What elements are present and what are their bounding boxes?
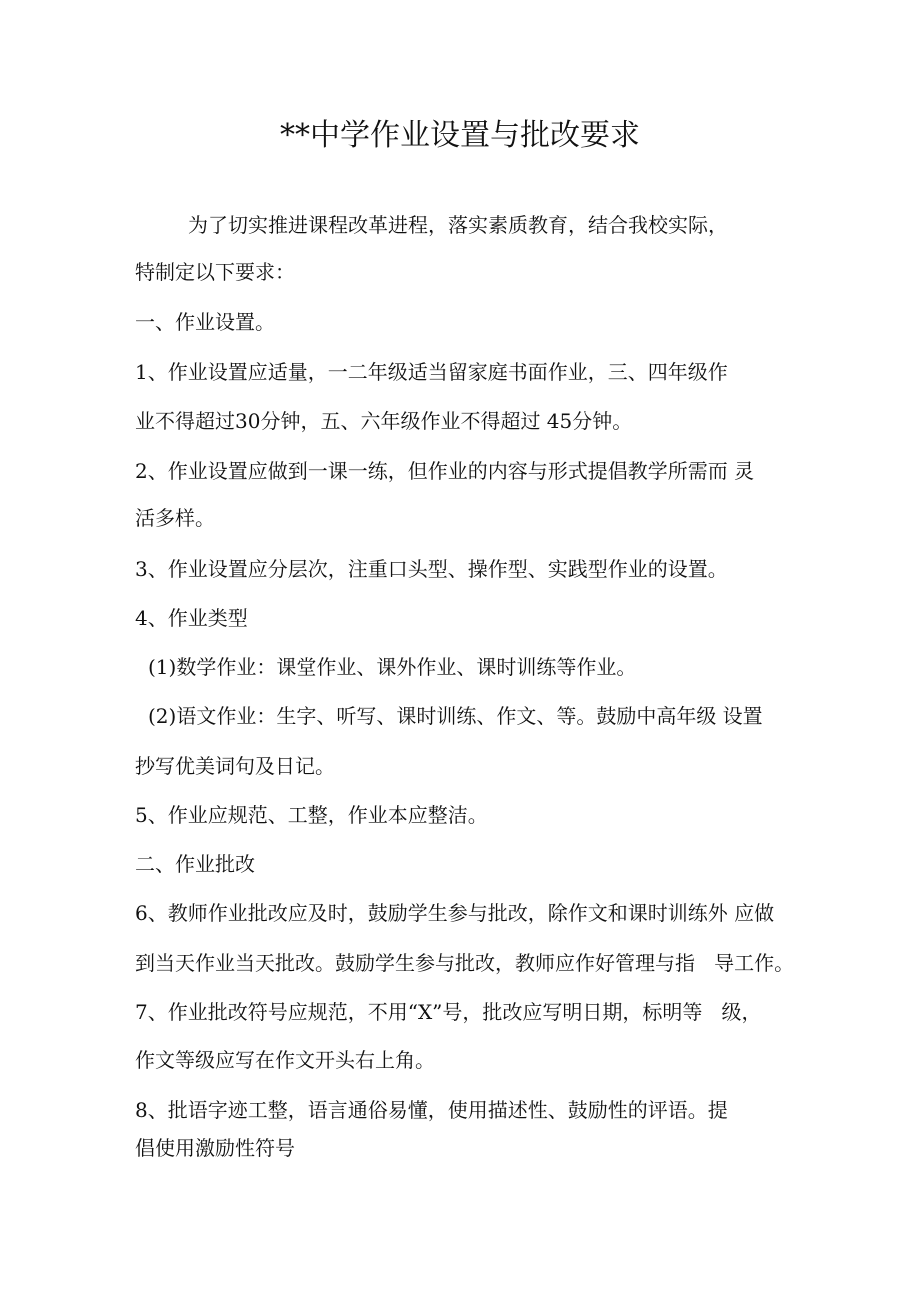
list-item-continuation: 活多样。 — [135, 506, 215, 530]
list-item-continuation: 作文等级应写在作文开头右上角。 — [135, 1048, 435, 1072]
section-heading: 二、作业批改 — [135, 852, 255, 876]
list-item: 3、作业设置应分层次，注重口头型、操作型、实践型作业的设置。 — [135, 557, 728, 581]
list-item: 7、作业批改符号应规范，不用“X”号，批改应写明日期，标明等 级， — [135, 1000, 762, 1024]
section-heading: 一、作业设置。 — [135, 310, 275, 334]
intro-paragraph-line: 特制定以下要求： — [135, 260, 295, 284]
list-item: 1、作业设置应适量，一二年级适当留家庭书面作业，三、四年级作 — [135, 360, 728, 384]
list-item-continuation: 倡使用激励性符号 — [135, 1136, 295, 1160]
list-item-continuation: 业不得超过30分钟，五、六年级作业不得超过 45分钟。 — [135, 409, 633, 433]
sub-item-continuation: 抄写优美词句及日记。 — [135, 754, 335, 778]
list-item-continuation: 到当天作业当天批改。鼓励学生参与批改，教师应作好管理与指 导工作。 — [135, 951, 795, 975]
intro-paragraph-line: 为了切实推进课程改革进程，落实素质教育，结合我校实际， — [188, 213, 728, 237]
list-item: 2、作业设置应做到一课一练，但作业的内容与形式提倡教学所需而 灵 — [135, 459, 755, 483]
list-item: 4、作业类型 — [135, 606, 248, 630]
sub-item: (1)数学作业：课堂作业、课外作业、课时训练等作业。 — [148, 655, 637, 679]
sub-item: (2)语文作业：生字、听写、课时训练、作文、等。鼓励中高年级 设置 — [148, 704, 763, 728]
list-item: 6、教师作业批改应及时，鼓励学生参与批改，除作文和课时训练外 应做 — [135, 901, 775, 925]
list-item: 8、批语字迹工整，语言通俗易懂，使用描述性、鼓励性的评语。提 — [135, 1098, 728, 1122]
document-title: **中学作业设置与批改要求 — [280, 118, 640, 153]
list-item: 5、作业应规范、工整，作业本应整洁。 — [135, 803, 488, 827]
